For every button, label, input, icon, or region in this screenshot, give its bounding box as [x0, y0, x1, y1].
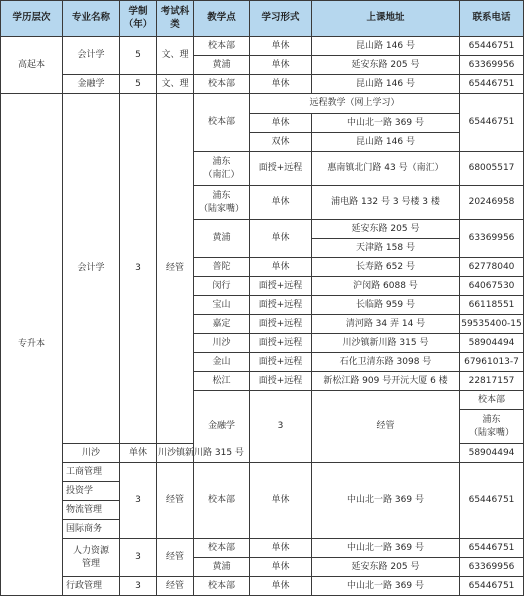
- table-cell: 22817157: [460, 372, 524, 391]
- table-cell: 金融学: [194, 391, 250, 463]
- table-cell: 面授+远程: [250, 372, 312, 391]
- table-cell: [194, 186, 250, 220]
- table-cell: 65446751: [460, 75, 524, 94]
- table-cell: 校本部: [194, 463, 250, 539]
- table-cell: 面授+远程: [250, 277, 312, 296]
- table-cell: 石化卫清东路 3098 号: [312, 353, 460, 372]
- table-cell: 昆山路 146 号: [312, 37, 460, 56]
- table-row: [1, 75, 524, 94]
- table-cell: 5: [120, 75, 157, 94]
- table-cell: [194, 152, 250, 186]
- cell-text-line: （南汇）: [203, 169, 240, 180]
- table-cell: 松江: [194, 372, 250, 391]
- table-cell: 单休: [250, 37, 312, 56]
- table-cell: 67961013-7: [460, 353, 524, 372]
- table-cell: 黄浦: [194, 220, 250, 258]
- table-cell: 双休: [250, 133, 312, 152]
- table-cell: 经管: [312, 391, 460, 463]
- table-cell: 川沙镇新川路 315 号: [157, 444, 194, 463]
- table-cell: 文、理: [157, 75, 194, 94]
- header-teaching-site: 教学点: [194, 1, 250, 37]
- table-cell: 校本部: [194, 577, 250, 596]
- header-level: 学历层次: [1, 1, 63, 37]
- table-cell: 校本部: [460, 391, 524, 410]
- table-cell: 经管: [157, 94, 194, 444]
- table-cell: 中山北一路 369 号: [312, 577, 460, 596]
- header-exam-category: 考试科类: [157, 1, 194, 37]
- table-cell: 长临路 959 号: [312, 296, 460, 315]
- table-cell: 宝山: [194, 296, 250, 315]
- table-row: [1, 577, 524, 596]
- table-cell: 63369956: [460, 220, 524, 258]
- table-cell: 延安东路 205 号: [312, 56, 460, 75]
- table-cell: 金山: [194, 353, 250, 372]
- table-cell: 昆山路 146 号: [312, 75, 460, 94]
- table-cell: 天津路 158 号: [312, 239, 460, 258]
- table-cell: 延安东路 205 号: [312, 220, 460, 239]
- table-cell: 面授+远程: [250, 334, 312, 353]
- table-cell: 中山北一路 369 号: [312, 539, 460, 558]
- table-cell: 5: [120, 37, 157, 75]
- header-major: 专业名称: [63, 1, 120, 37]
- header-address: 上课地址: [312, 1, 460, 37]
- table-cell: 川沙镇新川路 315 号: [312, 334, 460, 353]
- header-row: [1, 1, 524, 37]
- table-cell: 清河路 34 弄 14 号: [312, 315, 460, 334]
- table-cell: 66118551: [460, 296, 524, 315]
- table-cell: 单休: [120, 444, 157, 463]
- table-cell: 惠南镇北门路 43 号（南汇）: [312, 152, 460, 186]
- table-cell: 3: [120, 94, 157, 444]
- table-cell: 经管: [157, 577, 194, 596]
- cell-text-line: 人力资源: [72, 546, 109, 557]
- table-row: [1, 37, 524, 56]
- table-cell: [460, 410, 524, 444]
- table-cell: 58904494: [460, 334, 524, 353]
- table-cell: 昆山路 146 号: [312, 133, 460, 152]
- table-cell: 投资学: [63, 482, 120, 501]
- table-cell: 新松江路 909 号开沅大厦 6 楼: [312, 372, 460, 391]
- table-cell: 单休: [250, 258, 312, 277]
- table-cell: 黄浦: [194, 56, 250, 75]
- table-cell: 单休: [250, 56, 312, 75]
- table-cell: 面授+远程: [250, 353, 312, 372]
- table-cell: 嘉定: [194, 315, 250, 334]
- table-cell: 3: [250, 391, 312, 463]
- table-cell: 校本部: [194, 94, 250, 152]
- cell-text-line: 管理: [81, 558, 100, 569]
- table-cell: 中山北一路 369 号: [312, 114, 460, 133]
- table-row: [1, 94, 524, 114]
- table-cell: 63369956: [460, 56, 524, 75]
- table-cell: 65446751: [460, 463, 524, 539]
- table-row: [1, 539, 524, 558]
- table-cell: 单休: [250, 539, 312, 558]
- table-cell: 单休: [250, 114, 312, 133]
- table-cell: 3: [120, 463, 157, 539]
- table-cell: 闵行: [194, 277, 250, 296]
- table-cell: 64067530: [460, 277, 524, 296]
- table-cell: 物流管理: [63, 501, 120, 520]
- table-cell: 中山北一路 369 号: [312, 463, 460, 539]
- table-cell: 行政管理: [63, 577, 120, 596]
- table-cell: 经管: [157, 463, 194, 539]
- header-study-mode: 学习形式: [250, 1, 312, 37]
- table-cell: 经管: [157, 539, 194, 577]
- table-cell: 长寿路 652 号: [312, 258, 460, 277]
- table-cell: 高起本: [1, 37, 63, 94]
- table-cell: 远程教学（网上学习）: [250, 94, 460, 114]
- table-cell: 面授+远程: [250, 315, 312, 334]
- cell-text-line: 浦东: [212, 157, 231, 168]
- table-cell: 国际商务: [63, 520, 120, 539]
- table-cell: 浦电路 132 号 3 号楼 3 楼: [312, 186, 460, 220]
- table-cell: 单休: [250, 220, 312, 258]
- table-cell: 文、理: [157, 37, 194, 75]
- table-cell: 63369956: [460, 558, 524, 577]
- table-cell: 3: [120, 577, 157, 596]
- table-cell: 校本部: [194, 539, 250, 558]
- table-cell: 会计学: [63, 37, 120, 75]
- table-cell: 59535400-15: [460, 315, 524, 334]
- table-cell: 专升本: [1, 94, 63, 596]
- table-body: [1, 37, 524, 596]
- header-phone: 联系电话: [460, 1, 524, 37]
- table-cell: 单休: [250, 75, 312, 94]
- table-cell: [63, 539, 120, 577]
- table-cell: 65446751: [460, 94, 524, 152]
- table-cell: 普陀: [194, 258, 250, 277]
- table-row: [1, 463, 524, 482]
- table-cell: 65446751: [460, 577, 524, 596]
- table-cell: 金融学: [63, 75, 120, 94]
- table-cell: 20246958: [460, 186, 524, 220]
- table-cell: 单休: [250, 558, 312, 577]
- table-cell: 65446751: [460, 539, 524, 558]
- table-cell: 黄浦: [194, 558, 250, 577]
- table-cell: 62778040: [460, 258, 524, 277]
- table-cell: 校本部: [194, 75, 250, 94]
- table-cell: 3: [120, 539, 157, 577]
- table-cell: 面授+远程: [250, 152, 312, 186]
- table-cell: 沪闵路 6088 号: [312, 277, 460, 296]
- table-cell: 68005517: [460, 152, 524, 186]
- table-cell: 会计学: [63, 94, 120, 444]
- table-cell: 川沙: [194, 334, 250, 353]
- cell-text-line: 浦东: [212, 191, 231, 202]
- table-cell: 单休: [250, 186, 312, 220]
- cell-text-line: （陆家嘴）: [468, 427, 514, 438]
- table-cell: 川沙: [63, 444, 120, 463]
- header-duration: 学制（年）: [120, 1, 157, 37]
- table-cell: 面授+远程: [250, 296, 312, 315]
- table-cell: 校本部: [194, 37, 250, 56]
- table-cell: 65446751: [460, 37, 524, 56]
- cell-text-line: （陆家嘴）: [198, 203, 244, 214]
- table-cell: 58904494: [460, 444, 524, 463]
- table-cell: 延安东路 205 号: [312, 558, 460, 577]
- cell-text-line: 浦东: [482, 415, 501, 426]
- table-cell: 单休: [250, 577, 312, 596]
- table-cell: 单休: [250, 463, 312, 539]
- table-cell: 工商管理: [63, 463, 120, 482]
